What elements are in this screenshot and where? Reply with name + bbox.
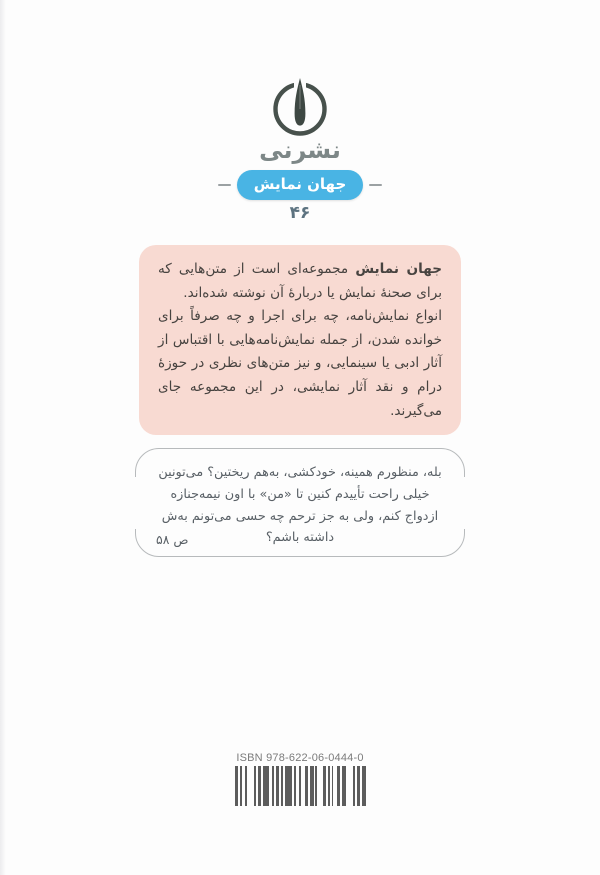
quote-text: بله، منظورم همینه، خودکشی، به‌هم ریختین؟ می‌تونین خیلی راحت تأییدم کنین تا «من» با اون نیمه‌جنازه ازدواج کنم، ولی به جز ترحم چه حسی می‌تونم به‌ش داشته باشم؟: [158, 465, 442, 546]
series-number: ۴۶: [289, 203, 311, 223]
isbn-label: ISBN 978-622-06-0444-0: [236, 752, 364, 764]
publisher-wordmark: نشرنی: [259, 136, 341, 164]
description-text-1: مجموعه‌ای است از متن‌هایی که برای صحنهٔ نمایش یا دربارهٔ آن نوشته شده‌اند.: [158, 261, 442, 301]
series-badge: جهان نمایش: [237, 170, 364, 200]
barcode-image: [235, 766, 366, 806]
publisher-logo-icon: [270, 76, 330, 138]
barcode-section: [233, 752, 367, 806]
description-paragraph-1: [158, 258, 442, 305]
description-lead: جهان نمایش: [355, 261, 442, 277]
series-badge-row: [0, 170, 600, 200]
quote-box-open-side: [132, 477, 140, 529]
description-paragraph-2: انواع نمایش‌نامه، چه برای اجرا و چه صرفاً برای خوانده شدن، از جمله نمایش‌نامه‌هایی با اقتباس از آثار ادبی یا سینمایی، و نیز متن‌های نظری در حوزهٔ درام و نقد آثار نمایشی، در این مجموعه جای می‌گیرند.: [158, 308, 442, 419]
quote-box: [135, 448, 465, 557]
page-edge-shadow: [0, 0, 6, 875]
quote-page-ref: ص ۵۸: [156, 532, 189, 547]
badge-dash-right: [218, 184, 231, 186]
quote-box-open-side: [460, 477, 468, 529]
badge-dash-left: [369, 184, 382, 186]
series-description-box: [139, 245, 461, 435]
